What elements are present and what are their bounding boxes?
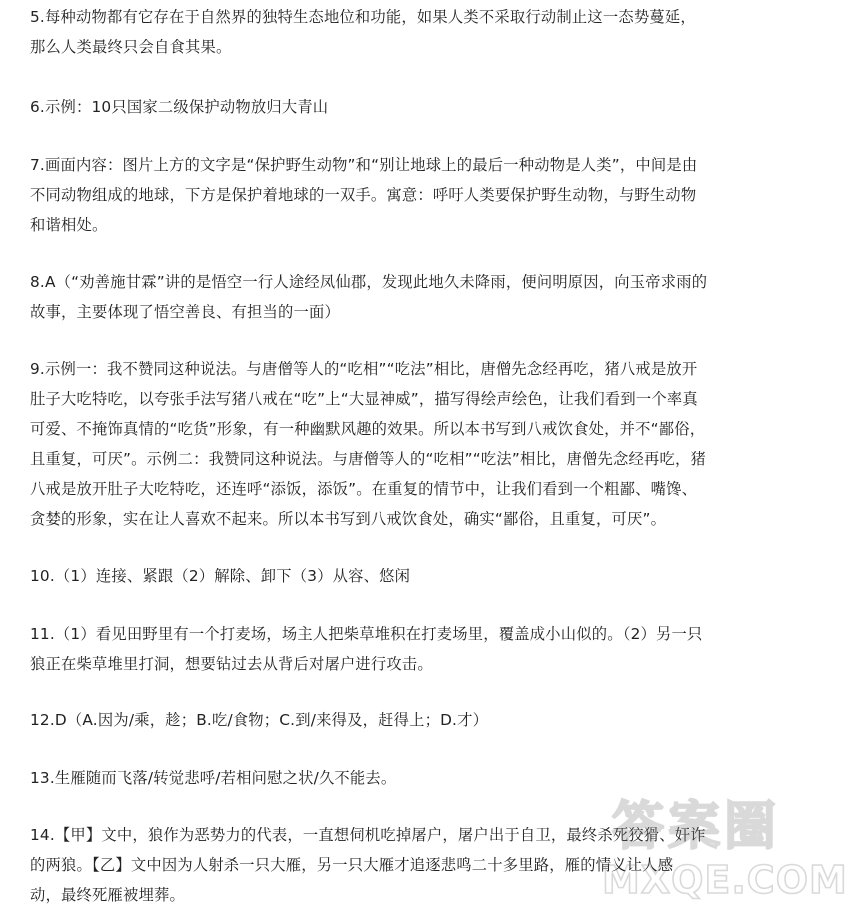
answer-line: 10.（1）连接、紧跟（2）解除、卸下（3）从容、悠闲 [30,567,411,585]
answer-13 [30,763,782,793]
answer-line: 可爱、不掩饰真情的“吃货”形象，有一种幽默风趣的效果。所以本书写到八戒饮食处，并不“鄙俗， [30,420,706,438]
answer-11 [30,619,782,679]
answer-line: 贪婪的形象，实在让人喜欢不起来。所以本书写到八戒饮食处，确实“鄙俗，且重复，可厌”。 [30,510,667,528]
answer-line: 不同动物组成的地球，下方是保护着地球的一双手。寓意：呼吁人类要保护野生动物，与野生动物 [30,186,697,204]
watermark-top-text: 答案圈 [612,797,781,857]
answer-line: 那么人类最终只会自食其果。 [30,38,232,56]
answer-line: 的两狼。【乙】文中因为人射杀一只大雁，另一只大雁才追逐悲鸣二十多里路，雁的情义让人感 [30,856,674,874]
answer-line: 和谐相处。 [30,216,108,234]
watermark-bottom-text: MXQE.COM [602,858,848,902]
answer-line: 7.画面内容：图片上方的文字是“保护野生动物”和“别让地球上的最后一种动物是人类”，中间是由 [30,156,698,174]
answer-line: 12.D（A.因为/乘，趁；B.吃/食物；C.到/来得及，赶得上；D.才） [30,711,489,729]
answer-10 [30,561,782,591]
answer-line: 故事，主要体现了悟空善良、有担当的一面） [30,303,340,321]
answer-line: 8.A（“劝善施甘霖”讲的是悟空一行人途经凤仙郡，发现此地久未降雨，便问明原因，向玉帝求雨的 [30,273,708,291]
answer-line: 动，最终死雁被埋葬。 [30,886,185,904]
answer-14 [30,820,782,910]
answer-line: 八戒是放开肚子大吃特吃，还连呼“添饭，添饭”。在重复的情节中，让我们看到一个粗鄙、嘴馋、 [30,480,698,498]
answer-line: 狼正在柴草堆里打洞，想要钻过去从背后对屠户进行攻击。 [30,655,433,673]
answer-line: 9.示例一：我不赞同这种说法。与唐僧等人的“吃相”“吃法”相比，唐僧先念经再吃，猪八戒是放开 [30,360,698,378]
answer-line: 5.每种动物都有它存在于自然界的独特生态地位和功能，如果人类不采取行动制止这一态势蔓延， [30,8,696,26]
answer-12 [30,705,782,735]
answer-9 [30,354,782,534]
answer-line: 14.【甲】文中，狼作为恶势力的代表，一直想伺机吃掉屠户，屠户出于自卫，最终杀死狡猾、奸诈 [30,826,706,844]
answer-7 [30,150,782,240]
answer-line: 肚子大吃特吃，以夸张手法写猪八戒在“吃”上“大显神威”，描写得绘声绘色，让我们看到一个率真 [30,390,698,408]
answer-line: 6.示例：10只国家二级保护动物放归大青山 [30,98,329,116]
answer-5 [30,2,782,62]
answer-line: 13.生雁随而飞落/转觉悲呼/若相问慰之状/久不能去。 [30,769,397,787]
answer-line: 且重复，可厌”。示例二：我赞同这种说法。与唐僧等人的“吃相”“吃法”相比，唐僧先念经再吃，猪 [30,450,706,468]
answer-6 [30,92,782,122]
answer-8 [30,267,782,327]
answer-line: 11.（1）看见田野里有一个打麦场，场主人把柴草堆积在打麦场里，覆盖成小山似的。（2）另一只 [30,625,703,643]
